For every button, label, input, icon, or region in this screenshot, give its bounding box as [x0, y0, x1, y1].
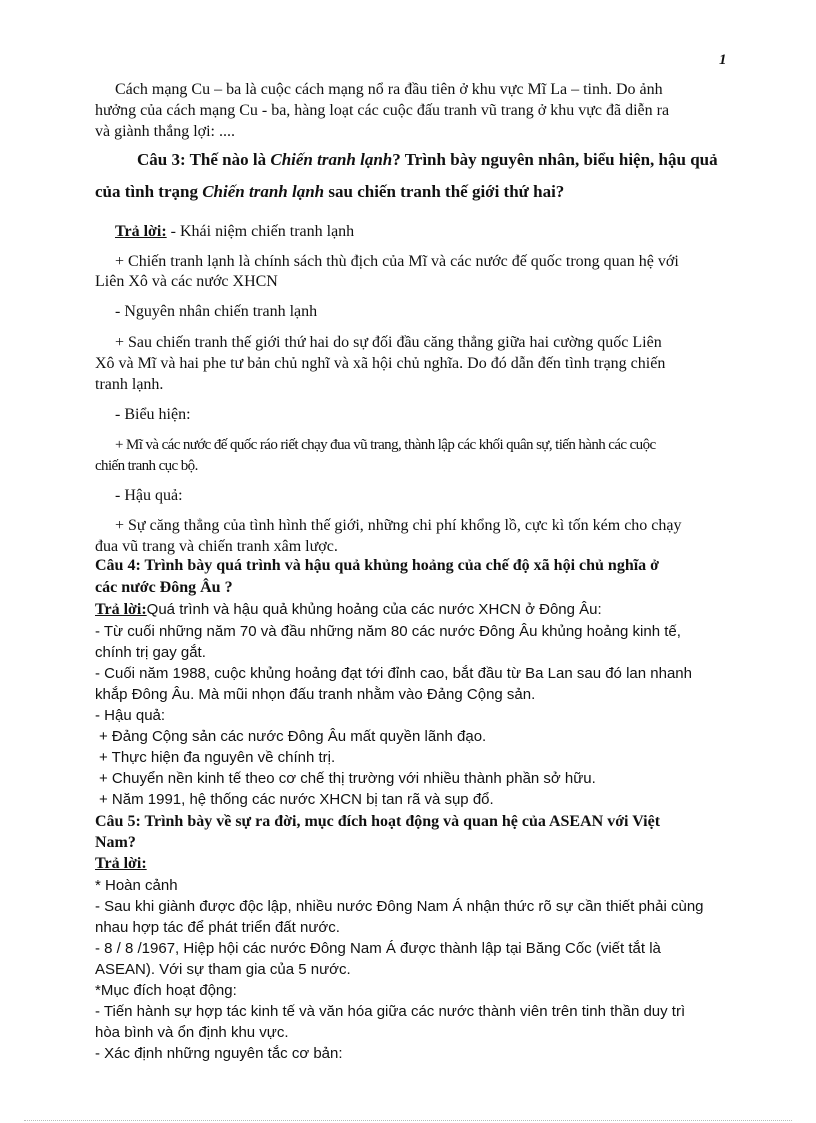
q4-answer-line: Trả lời:Quá trình và hậu quả khủng hoảng của các nước XHCN ở Đông Âu: — [95, 601, 602, 618]
q4-title-line-2: các nước Đông Âu ? — [95, 579, 233, 596]
q5-answer-label: Trả lời: — [95, 855, 147, 872]
q3-p2-line-2: Xô và Mĩ và hai phe tư bản chủ nghĩ và xã hội chủ nghĩa. Do đó dẫn đến tình trạng chiến — [95, 355, 666, 372]
q3-title-line-1: Câu 3: Thế nào là Chiến tranh lạnh? Trình bày nguyên nhân, biểu hiện, hậu quả — [137, 150, 718, 169]
q5-line-7: - Tiến hành sự hợp tác kinh tế và văn hóa giữa các nước thành viên trên tinh thần duy trì — [95, 1003, 686, 1020]
q5-line-3: nhau hợp tác để phát triển đất nước. — [95, 919, 340, 936]
q4-line-9: + Năm 1991, hệ thống các nước XHCN bị tan rã và sụp đổ. — [99, 791, 494, 808]
q4-answer-label: Trả lời: — [95, 601, 147, 618]
q3-answer-label: Trả lời: — [115, 223, 167, 240]
q4-line-6: + Đảng Cộng sản các nước Đông Âu mất quyền lãnh đạo. — [99, 728, 487, 745]
q3-p3-line-2: chiến tranh cục bộ. — [95, 458, 198, 474]
q5-title-line-2: Nam? — [95, 834, 136, 851]
q4-line-5: - Hậu quả: — [95, 707, 166, 724]
q3-p4-line-1: + Sự căng thẳng của tình hình thế giới, những chi phí khổng lồ, cực kì tốn kém cho chạy — [115, 517, 682, 534]
q5-line-5: ASEAN). Với sự tham gia của 5 nước. — [95, 961, 351, 978]
intro-line-3: và giành thắng lợi: .... — [95, 123, 235, 140]
q5-line-1: * Hoàn cảnh — [95, 877, 178, 894]
q5-title-line-1: Câu 5: Trình bày về sự ra đời, mục đích hoạt động và quan hệ của ASEAN với Việt — [95, 813, 661, 830]
intro-line-1: Cách mạng Cu – ba là cuộc cách mạng nổ ra đầu tiên ở khu vực Mĩ La – tinh. Do ảnh — [115, 81, 663, 98]
intro-line-2: hưởng của cách mạng Cu - ba, hàng loạt các cuộc đấu tranh vũ trang ở khu vực đã diễn ra — [95, 102, 670, 119]
q3-p1-line-2: Liên Xô và các nước XHCN — [95, 273, 278, 290]
q4-line-4: khắp Đông Âu. Mà mũi nhọn đấu tranh nhằm vào Đảng Cộng sản. — [95, 686, 536, 703]
page-bottom-divider — [24, 1120, 792, 1121]
q4-line-8: + Chuyển nền kinh tế theo cơ chế thị trường với nhiều thành phần sở hữu. — [99, 770, 596, 787]
q3-sign-heading: - Biểu hiện: — [115, 406, 191, 423]
q5-line-6: *Mục đích hoạt động: — [95, 982, 237, 999]
q5-line-4: - 8 / 8 /1967, Hiệp hội các nước Đông Nam Á được thành lập tại Băng Cốc (viết tắt là — [95, 940, 661, 957]
q5-line-2: - Sau khi giành được độc lập, nhiều nước Đông Nam Á nhận thức rõ sự cần thiết phải cùng — [95, 898, 704, 915]
q4-title-line-1: Câu 4: Trình bày quá trình và hậu quả khủng hoảng của chế độ xã hội chủ nghĩa ở — [95, 557, 660, 574]
q4-line-1: - Từ cuối những năm 70 và đầu những năm 80 các nước Đông Âu khủng hoảng kinh tế, — [95, 623, 681, 640]
q3-p2-line-3: tranh lạnh. — [95, 376, 164, 393]
q3-consequence-heading: - Hậu quả: — [115, 487, 183, 504]
q3-p2-line-1: + Sau chiến tranh thế giới thứ hai do sự đối đầu căng thẳng giữa hai cường quốc Liên — [115, 334, 662, 351]
q3-p4-line-2: đua vũ trang và chiến tranh xâm lược. — [95, 538, 338, 555]
q3-p3-line-1: + Mĩ và các nước đế quốc ráo riết chạy đua vũ trang, thành lập các khối quân sự, tiến hành các cuộc — [115, 437, 656, 453]
q4-line-3: - Cuối năm 1988, cuộc khủng hoảng đạt tới đỉnh cao, bắt đầu từ Ba Lan sau đó lan nhanh — [95, 665, 692, 682]
q4-line-2: chính trị gay gắt. — [95, 644, 206, 661]
q5-line-8: hòa bình và ổn định khu vực. — [95, 1024, 289, 1041]
q3-cause-heading: - Nguyên nhân chiến tranh lạnh — [115, 303, 318, 320]
q3-p1-line-1: + Chiến tranh lạnh là chính sách thù địch của Mĩ và các nước đế quốc trong quan hệ với — [115, 253, 679, 270]
q3-answer-line: Trả lời: - Khái niệm chiến tranh lạnh — [115, 223, 355, 240]
q3-title-line-2: của tình trạng Chiến tranh lạnh sau chiến tranh thế giới thứ hai? — [95, 182, 565, 201]
q5-line-9: - Xác định những nguyên tắc cơ bản: — [95, 1045, 343, 1062]
page-number: 1 — [719, 52, 727, 68]
q4-line-7: + Thực hiện đa nguyên về chính trị. — [99, 749, 336, 766]
